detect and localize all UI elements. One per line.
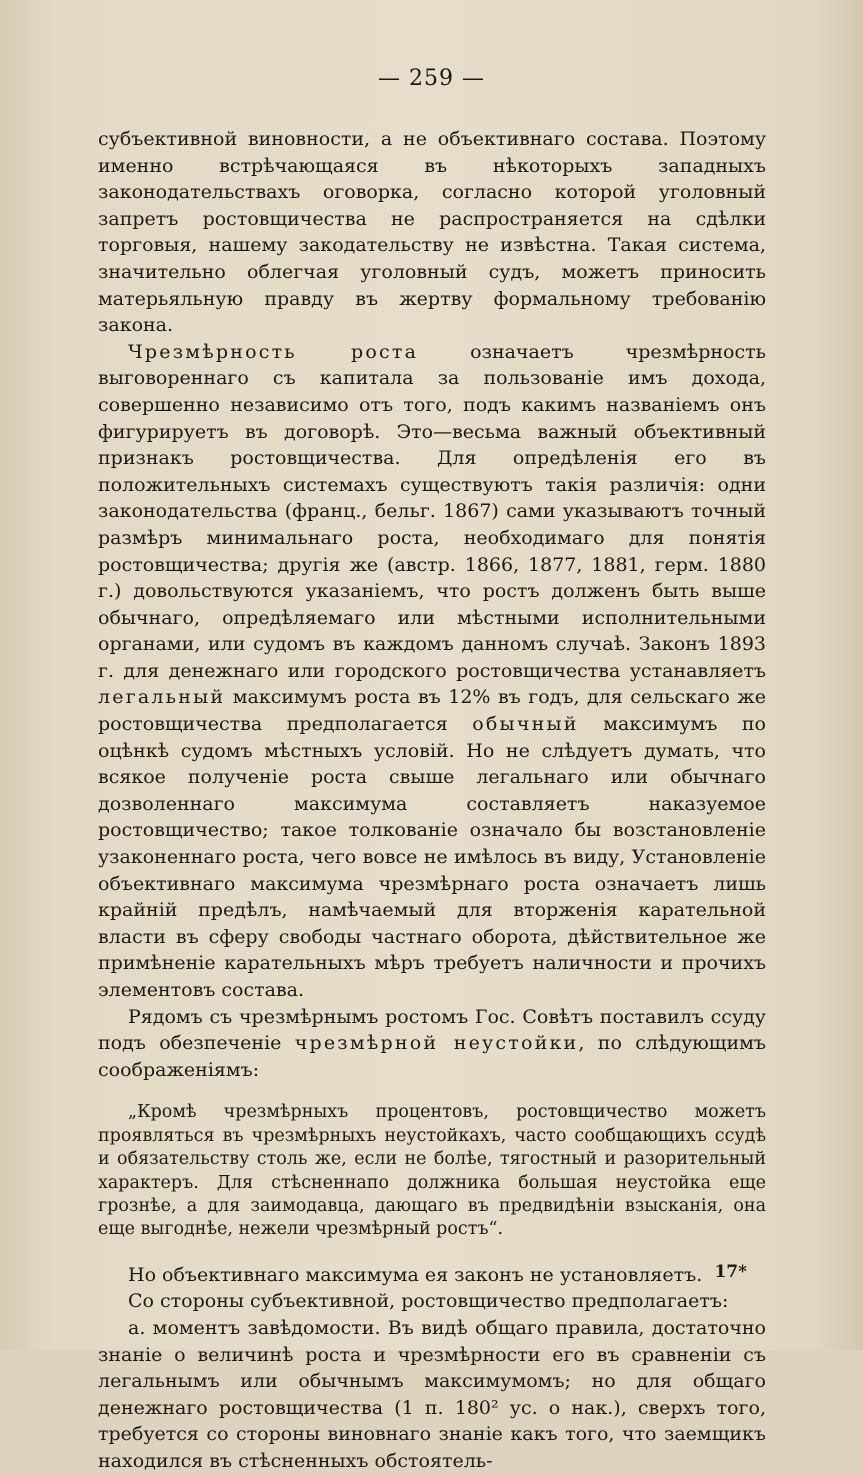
signature-mark: 17* [714,1262,747,1282]
paragraph-2-text-b: максимумъ роста въ 12% въ годъ, для сельскаго же ростовщичества предполагается [98,686,766,736]
paragraph-3-text-a: Рядомъ съ чрезмѣрнымъ ростомъ Гос. Совѣтъ поставилъ ссуду подъ обезпеченіе [98,1005,766,1055]
paragraph-3 [98,1004,766,1084]
page-number: — 259 — [378,66,485,91]
paragraph-3-text-b: , по слѣдующимъ соображеніямъ: [98,1032,766,1081]
emphasis-excessive-interest: Чрезмѣрность роста [128,340,419,363]
paragraph-6: а. моментъ завѣдомости. Въ видѣ общаго правила, достаточно знаніе о величинѣ роста и чрезмѣрности его въ сравненіи съ легальнымъ или обычнымъ максимумомъ; но для общаго денежнаго ростовщичества (1 п. 180² ус. о нак.), сверхъ того, требуется со стороны виновнаго знаніе какъ того, что заемщикъ находился въ стѣсненныхъ обстоятель- [98,1317,766,1472]
emphasis-legal: легальный [98,686,226,709]
block-quote: „Кромѣ чрезмѣрныхъ процентовъ, ростовщичество можетъ проявляться въ чрезмѣрныхъ неустойкахъ, часто сообщающихъ ссудѣ и обязательству столь же, если не болѣе, тягостный и разорительный характеръ. Для стѣсненнапо должника большая неустойка еще грознѣе, а для заимодавца, дающаго въ предвидѣніи взысканія, она еще выгоднѣе, нежели чрезмѣрный ростъ“. [98,1102,766,1240]
emphasis-usual: обычный [472,713,579,736]
paragraph-2 [98,339,766,1004]
paragraph-5: Со стороны субъективной, ростовщичество предполагаетъ: [128,1290,729,1313]
paragraph-4: Но объективнаго максимума ея законъ не установляетъ. [128,1263,703,1286]
paragraph-2-text-a: означаетъ чрезмѣрность выговореннаго съ капитала за пользованіе имъ дохода, совершенно независимо отъ того, подъ какимъ названіемъ онъ фигурируетъ въ договорѣ. Это—весьма важный объективный признакъ ростовщичества. Для опредѣленія его въ положительныхъ системахъ существуютъ такія различія: одни законодательства (франц., бельг. 1867) сами указываютъ точный размѣръ минимальнаго роста, необходимаго для понятія ростовщичества; другія же (австр. 1866, 1877, 1881, герм. 1880 г.) довольствуются указаніемъ, что ростъ долженъ быть выше обычнаго, опредѣляемаго или мѣстными исполнительными органами, или судомъ въ каждомъ данномъ случаѣ. Законъ 1893 г. для денежнаго или городского ростовщичества устанавляетъ [98,340,766,682]
paragraph-2-text-c: максимумъ по оцѣнкѣ судомъ мѣстныхъ условій. Но не слѣдуетъ думать, что всякое полученіе роста свыше легальнаго или обычнаго дозволеннаго максимума составляетъ наказуемое ростовщичество; такое толкованіе означало бы возстановленіе узаконеннаго роста, чего вовсе не имѣлось въ виду, Установленіе объективнаго максимума чрезмѣрнаго роста означаетъ лишь крайній предѣлъ, намѣчаемый для вторженія карательной власти въ сферу свободы частнаго оборота, дѣйствительное же примѣненіе карательныхъ мѣръ требуетъ наличности и прочихъ элементовъ состава. [98,713,766,1001]
body-text [98,126,766,1475]
paragraph-1: субъективной виновности, а не объективнаго состава. Поэтому именно встрѣчающаяся въ нѣкоторыхъ западныхъ законодательствахъ оговорка, согласно которой уголовный запретъ ростовщичества не распространяется на сдѣлки торговыя, нашему закодательству не извѣстна. Такая система, значительно облегчая уголовный судъ, можетъ приносить матерьяльную правду въ жертву формальному требованію закона. [98,128,766,337]
emphasis-excessive-penalty: чрезмѣрной неустойки [294,1032,579,1055]
